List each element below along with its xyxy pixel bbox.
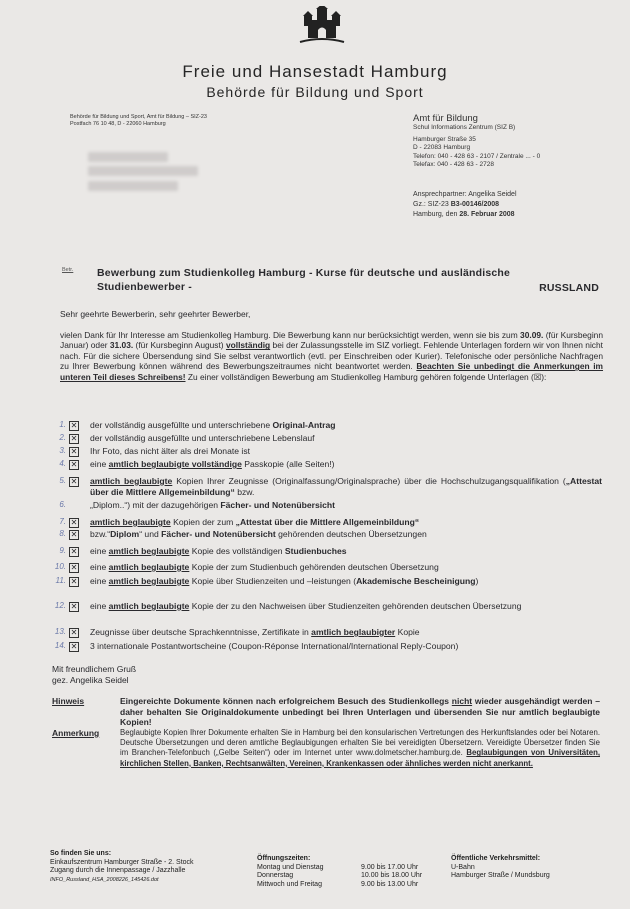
checkbox-checked: ✕	[70, 421, 78, 430]
salutation: Sehr geehrte Bewerberin, sehr geehrter Bewerber,	[60, 309, 251, 319]
checkbox-checked: ✕	[70, 460, 78, 469]
checkbox-checked: ✕	[70, 434, 78, 443]
checkbox-checked: ✕	[70, 518, 78, 527]
anmerkung-label: Anmerkung	[52, 728, 100, 738]
subject-country: RUSSLAND	[539, 282, 599, 294]
footer-transit: Öffentliche Verkehrsmittel: U-Bahn Hamburger Straße / Mundsburg	[451, 855, 550, 880]
hamburg-castle-logo	[298, 6, 346, 46]
hinweis-label: Hinweis	[52, 696, 85, 706]
checkbox-checked: ✕	[70, 642, 78, 651]
office-address: Amt für Bildung Schul Informations Zentrum (SIZ B) Hamburger Straße 35 D - 22083 Hamburg Telefon: 040 - 428 63 - 2107 / Zentrale ... - 0 Telefax: 040 - 428 63 - 2728	[413, 113, 541, 168]
sender-address: Behörde für Bildung und Sport, Amt für Bildung – SIZ-23 Postfach 76 10 48, D - 22060 Hamburg	[70, 114, 207, 127]
redacted-recipient-line	[88, 181, 178, 191]
header-title: Freie und Hansestadt Hamburg	[182, 62, 448, 81]
closing: Mit freundlichem Gruß gez. Angelika Seidel	[52, 664, 137, 685]
checkbox-checked: ✕	[70, 477, 78, 486]
checkbox-checked: ✕	[70, 563, 78, 572]
contact-block: Ansprechpartner: Angelika Seidel Gz.: SIZ-23 B3-00146/2008 Hamburg, den 28. Februar 2008	[413, 191, 517, 218]
footer-location: So finden Sie uns: Einkaufszentrum Hamburger Straße - 2. Stock Zugang durch die Innenpassage / Jazzhalle INFO_Russland_HSA_2008226_145426.dot	[50, 850, 194, 883]
subject-label: Betr.	[62, 267, 74, 273]
footer-opening-hours: Öffnungszeiten: Montag und Dienstag 9.00 bis 17.00 Uhr Donnerstag 10.00 bis 18.00 Uhr Mittwoch und Freitag 9.00 bis 13.00 Uhr	[257, 855, 423, 888]
header-subtitle: Behörde für Bildung und Sport	[206, 84, 424, 100]
checkbox-checked: ✕	[70, 547, 78, 556]
checkbox-checked: ✕	[70, 447, 78, 456]
subject-line: Bewerbung zum Studienkolleg Hamburg - Kurse für deutsche und ausländische Studienbewerber - RUSSLAND	[97, 267, 599, 294]
checkbox-checked: ✕	[70, 577, 78, 586]
hinweis-text: Eingereichte Dokumente können nach erfolgreichem Besuch des Studienkollegs nicht wieder ausgehändigt werden – daher behalten Sie Originaldokumente unbedingt bei Ihren Unterlagen und übersenden Sie nur amtlich beglaubigte Kopien!	[120, 696, 600, 727]
intro-paragraph: vielen Dank für Ihr Interesse am Studienkolleg Hamburg. Die Bewerbung kann nur berücksichtigt werden, wenn sie bis zum 30.09. (für Kursbeginn Januar) oder 31.03. (für Kursbeginn August) vollständig bei der Zulassungsstelle im SIZ vorliegt. Fehlende Unterlagen fordern wir von Ihnen nicht nach. Für die sichere Übersendung sind Sie selbst verantwortlich (evtl. per Einschreiben oder Kurier). Telefonische oder persönliche Nachfragen zu Ihrer Bewerbung können während des Bewerbungszeitraumes nicht beantwortet werden. Beachten Sie unbedingt die Anmerkungen im unteren Teil dieses Schreibens! Zu einer vollständigen Bewerbung am Studienkolleg Hamburg gehören folgende Unterlagen (☒):	[60, 330, 604, 382]
redacted-recipient-line	[88, 152, 168, 162]
checkbox-checked: ✕	[70, 602, 78, 611]
redacted-recipient-line	[88, 166, 198, 176]
checkbox-checked: ✕	[70, 530, 78, 539]
checkbox-checked: ✕	[70, 628, 78, 637]
anmerkung-text: Beglaubigte Kopien Ihrer Dokumente erhalten Sie in Hamburg bei den konsularischen Vertretungen des Herkunftslandes oder bei Notaren. Deutsche Übersetzungen und deren amtliche Beglaubigungen erhalten Sie bei vereidigten Übersetzern. Vereidigte Übersetzer finden Sie im Branchen-Telefonbuch („Gelbe Seiten“) oder im Internet unter www.dolmetscher.hamburg.de. Beglaubigungen von Universitäten, kirchlichen Stellen, Banken, Rechtsanwälten, Vereinen, Krankenkassen oder ähnliches werden nicht anerkannt.	[120, 728, 600, 768]
